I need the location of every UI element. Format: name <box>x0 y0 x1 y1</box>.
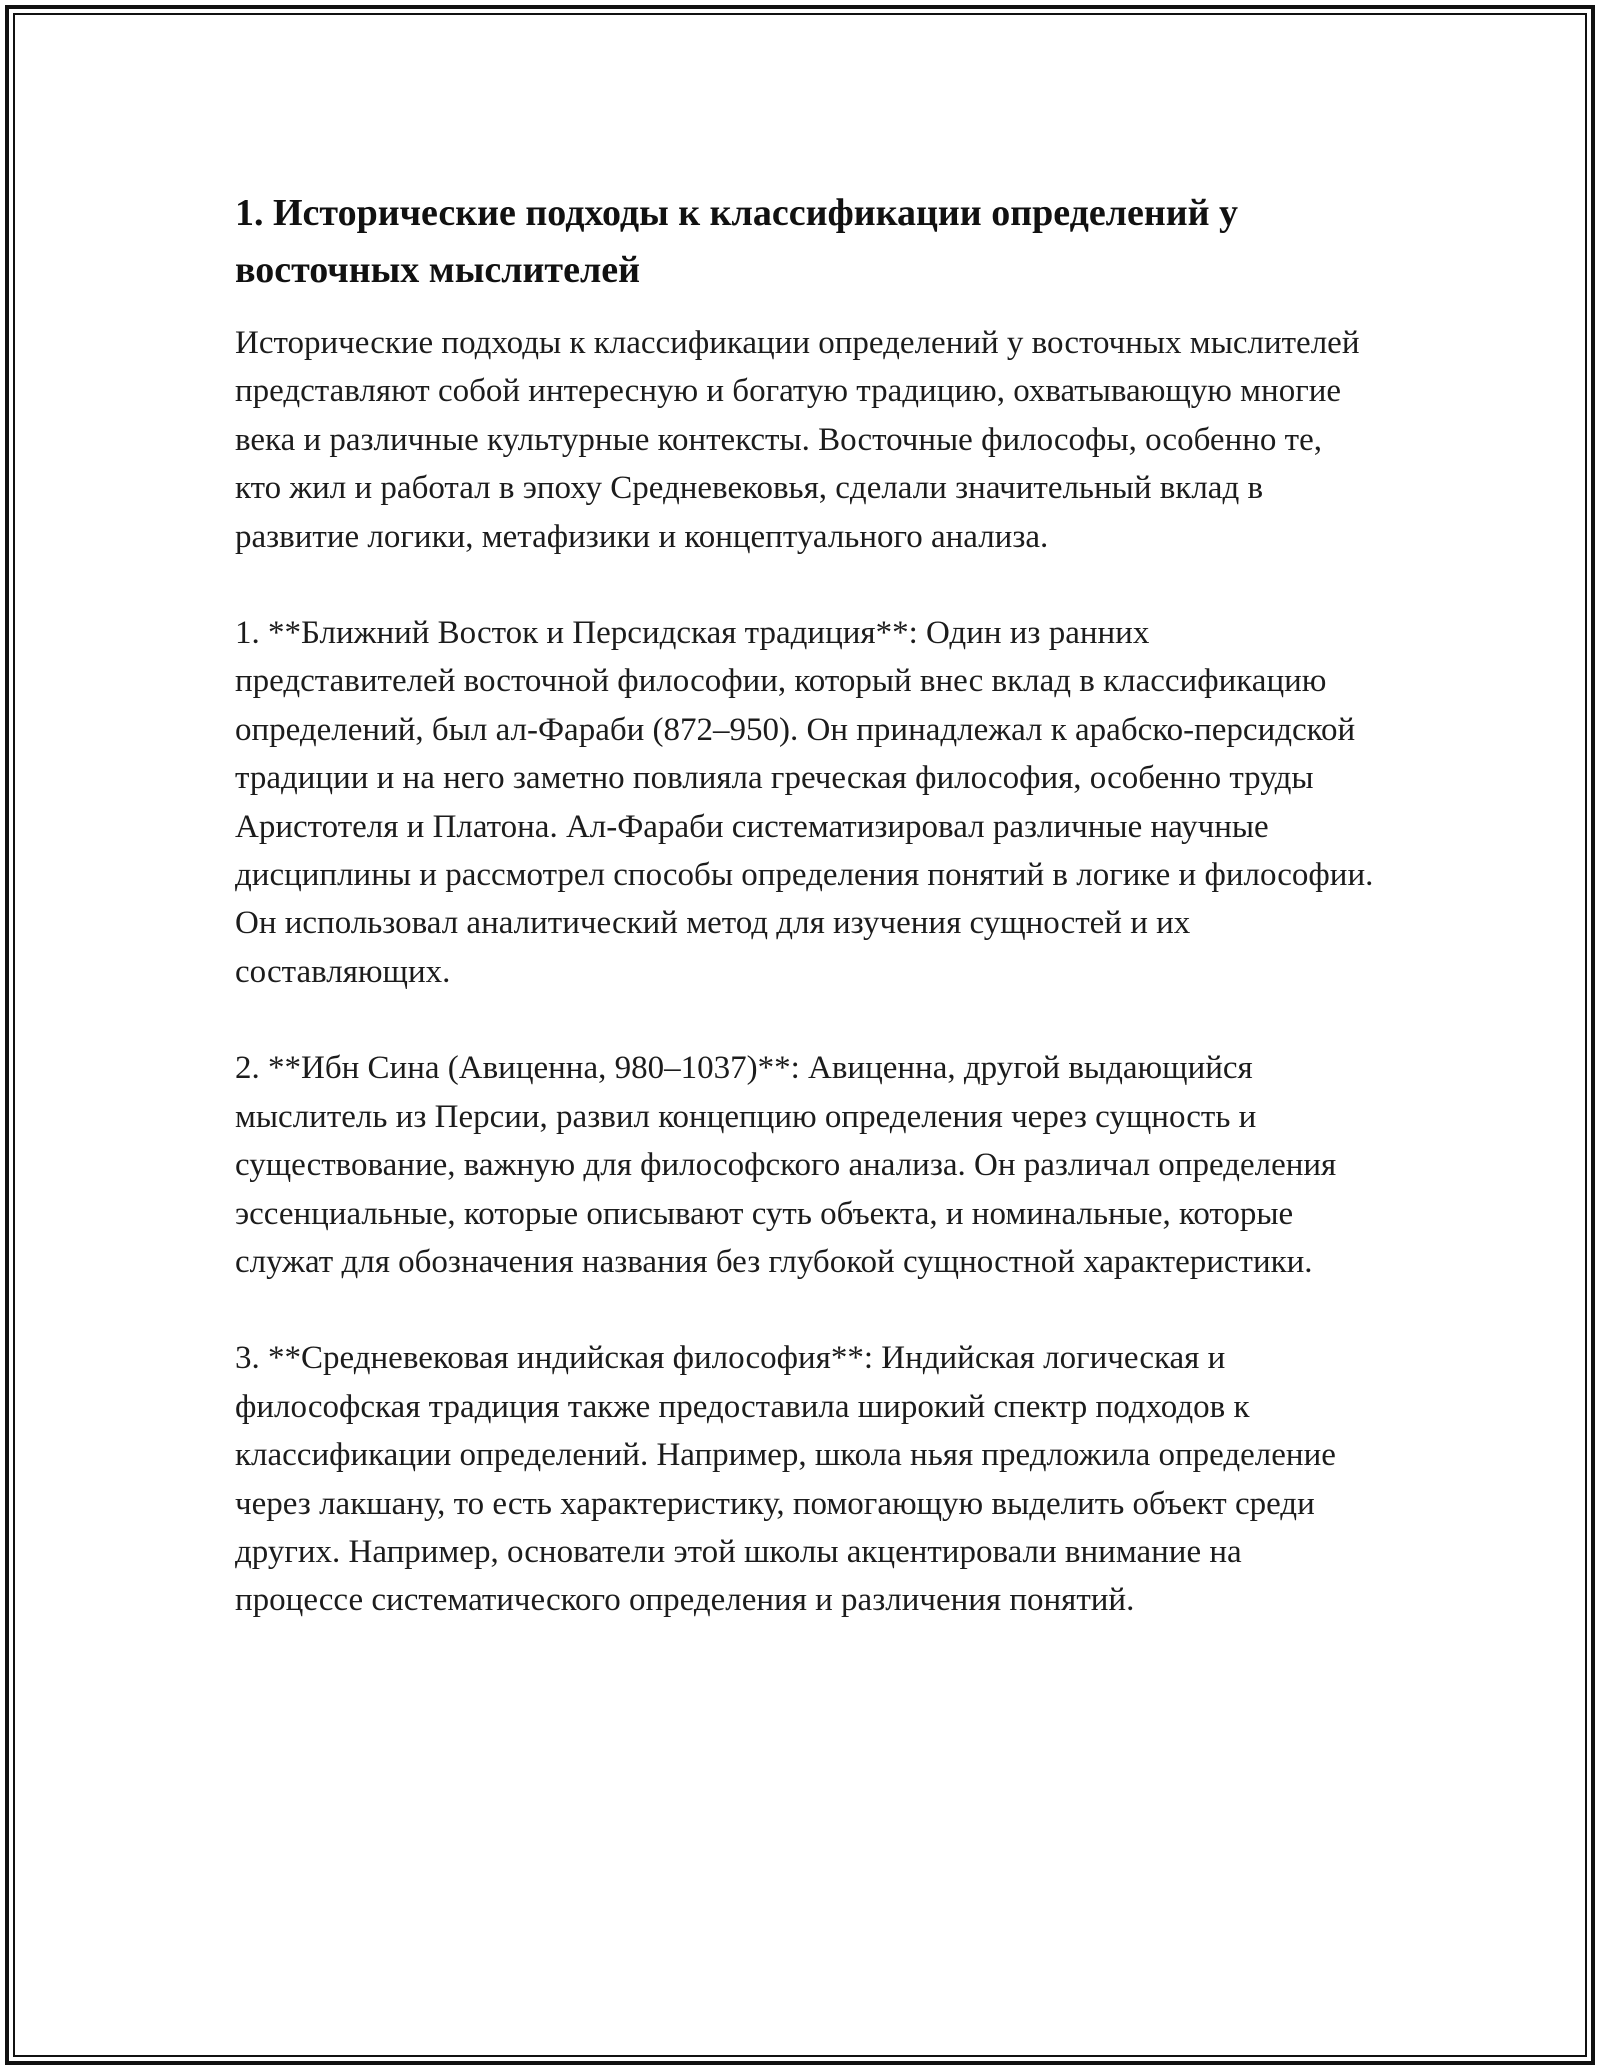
intro-paragraph: Исторические подходы к классификации определений у восточных мыслителей представляют собой интересную и богатую традицию, охватывающую многие века и различные культурные контексты. Восточные философы, особенно те, кто жил и работал в эпоху Средневековья, сделали значительный вклад в развитие логики, метафизики и концептуального анализа. <box>235 325 1360 555</box>
paragraph-ibn-sina: 2. **Ибн Сина (Авиценна, 980–1037)**: Авиценна, другой выдающийся мыслитель из Персии, развил концепцию определения через сущность и существование, важную для философского анализа. Он различал определения эссенциальные, которые описывают суть объекта, и номинальные, которые служат для обозначения названия без глубокой сущностной характеристики. <box>235 1050 1337 1280</box>
paragraph-indian-philosophy: 3. **Средневековая индийская философия**: Индийская логическая и философская традиция также предоставила широкий спектр подходов к классификации определений. Например, школа ньяя предложила определение через лакшану, то есть характеристику, помогающую выделить объект среди других. Например, основатели этой школы акцентировали внимание на процессе систематического определения и различения понятий. <box>235 1340 1336 1619</box>
section-heading: 1. Исторические подходы к классификации определений у восточных мыслителей <box>235 192 1239 291</box>
paragraph-near-east-persian: 1. **Ближний Восток и Персидская традиция**: Один из ранних представителей восточной философии, который внес вклад в классификацию определений, был ал-Фараби (872–950). Он принадлежал к арабско-персидской традиции и на него заметно повлияла греческая философия, особенно труды Аристотеля и Платона. Ал-Фараби систематизировал различные научные дисциплины и рассмотрел способы определения понятий в логике и философии. Он использовал аналитический метод для изучения сущностей и их составляющих. <box>235 615 1374 990</box>
document-body <box>235 185 1375 1625</box>
